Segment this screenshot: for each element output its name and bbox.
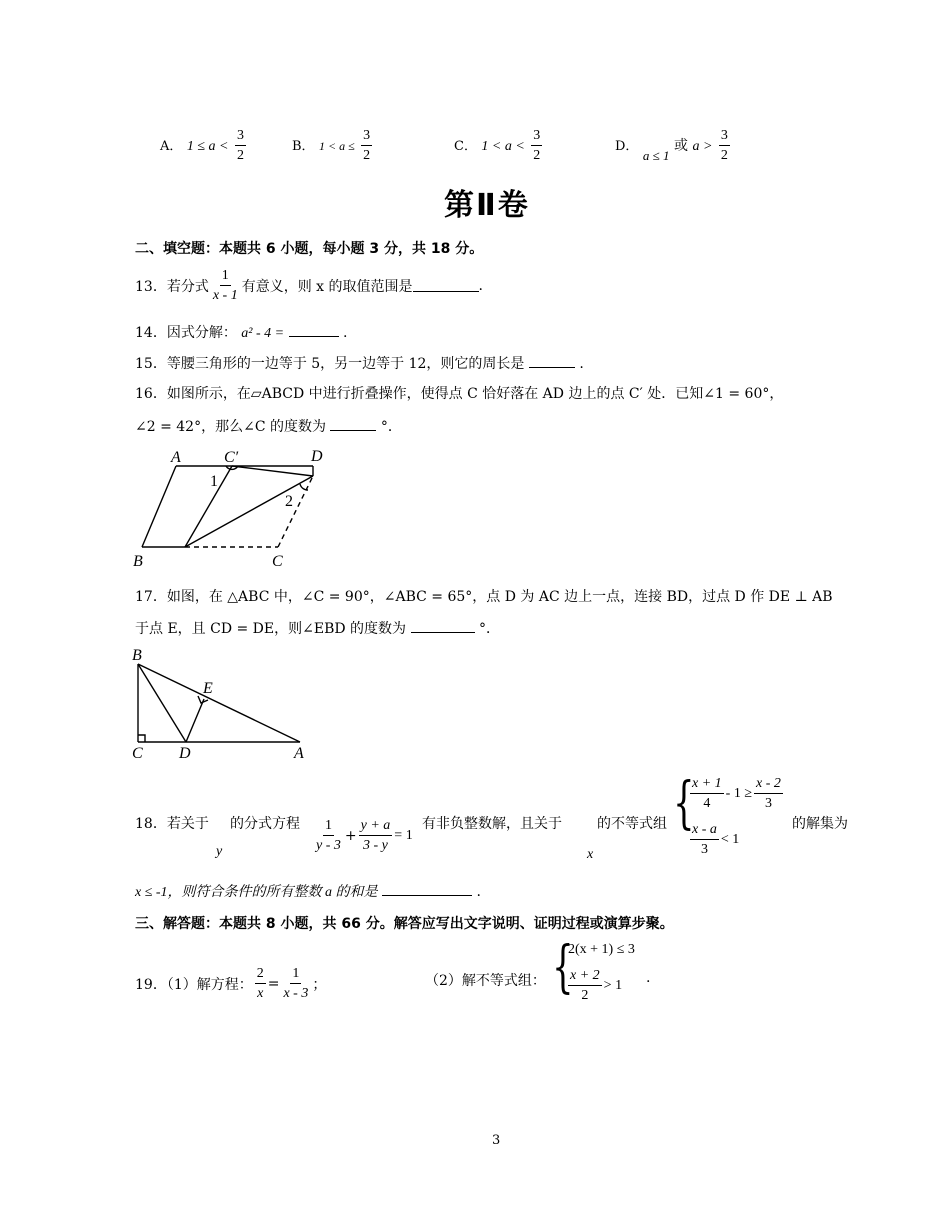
q18-ineq1	[688, 776, 785, 812]
q19-p1-frac2: $\frac{1}{x - 3}$	[283, 966, 309, 1002]
q19-p2-line2	[566, 968, 622, 1004]
q19-p2-line1: 2(x + 1) ≤ 3	[568, 942, 635, 957]
q19-p2-label: （2）解不等式组：	[425, 973, 546, 989]
edge-fold-cprime	[185, 466, 232, 547]
q13-suffix: 有意义，则 x 的取值范围是	[241, 278, 413, 295]
q19-p1-label: 19．（1）解方程：	[135, 976, 253, 993]
q18-part2: 的分式方程	[230, 816, 300, 832]
q19-part1	[135, 966, 326, 1002]
section2-heading: 二、填空题：本题共 6 小题，每小题 3 分，共 18 分。	[135, 241, 484, 257]
q16-line1: 16．如图所示，在▱ABCD 中进行折叠操作，使得点 C 恰好落在 AD 边上的点 C′ 处．已知∠1 = 60°，	[135, 386, 784, 402]
option-b-letter: B．	[292, 138, 315, 154]
q17-line2-text: 于点 E，且 CD = DE，则∠EBD 的度数为	[135, 621, 407, 637]
q18-answer-blank[interactable]	[382, 883, 472, 896]
option-d-frac: $\frac{3}{2}$	[720, 128, 728, 164]
option-d	[615, 128, 732, 164]
q14-expr: a² - 4 =	[241, 326, 285, 341]
fig16-label-b: B	[133, 553, 143, 570]
fig16-label-d: D	[311, 448, 323, 465]
q18-ineq2-frac: $\frac{x - a}{3}$	[692, 822, 717, 858]
q18-var-x: x	[587, 847, 594, 862]
option-a-frac: $\frac{3}{2}$	[236, 128, 244, 164]
q17-line2-end: °．	[478, 621, 500, 637]
q18-line2-text: x ≤ -1，则符合条件的所有整数 a 的和是	[135, 885, 378, 900]
volume-title: 第Ⅱ卷	[444, 188, 530, 223]
option-c-letter: C．	[454, 138, 477, 154]
option-c-frac: $\frac{3}{2}$	[533, 128, 541, 164]
option-d-joiner: 或	[673, 137, 688, 154]
q18-var-y: y	[216, 844, 223, 859]
q18-plus: +	[344, 827, 357, 844]
q14-answer-blank[interactable]	[289, 324, 339, 337]
edge-cd-dashed	[278, 476, 313, 547]
question-15	[135, 353, 584, 373]
fig17-label-a: A	[294, 745, 304, 762]
fig17-label-c: C	[132, 745, 143, 762]
edge-de	[186, 699, 204, 742]
q18-part5: 的解集为	[792, 816, 848, 832]
fig16-label-2: 2	[285, 493, 293, 510]
q18-part4: 的不等式组	[597, 816, 667, 832]
q18-rhs: = 1	[394, 827, 413, 843]
q18-line2	[135, 881, 481, 901]
edge-cprime-fold	[232, 466, 313, 476]
section3-heading: 三、解答题：本题共 8 小题，共 66 分。解答应写出文字说明、证明过程或演算步聚。	[135, 916, 674, 932]
option-a-letter: A．	[160, 138, 183, 154]
q14-end: .	[343, 325, 348, 341]
q16-answer-blank[interactable]	[330, 418, 376, 431]
q13-prefix: 13．若分式	[135, 278, 209, 295]
q18-ineq2-rhs: < 1	[720, 831, 740, 847]
q17-figure	[128, 644, 318, 764]
q16-figure	[128, 444, 343, 572]
q19-brace: {	[552, 935, 574, 1000]
fig16-label-c: C	[272, 553, 283, 570]
option-b	[292, 128, 374, 164]
q13-fraction: $\frac{1}{x - 1}$	[212, 268, 238, 304]
q16-line2-end: °．	[380, 419, 402, 435]
q19-p1-end: ；	[312, 976, 327, 993]
option-b-frac: $\frac{3}{2}$	[363, 128, 371, 164]
q18-ineq1-rfrac: $\frac{x - 2}{3}$	[756, 776, 781, 812]
q19-p1-frac1: $\frac{2}{x}$	[256, 966, 264, 1002]
q18-part3: 有非负整数解，且关于	[422, 816, 562, 832]
option-d-expr: a ≤ 1	[642, 147, 670, 163]
option-c	[454, 128, 544, 164]
right-angle-c	[138, 735, 145, 742]
q18-ineq1-frac: $\frac{x + 1}{4}$	[692, 776, 722, 812]
page-number: 3	[492, 1133, 501, 1148]
q19-p2-frac: $\frac{x + 2}{2}$	[570, 968, 600, 1004]
option-a	[160, 128, 248, 164]
edge-ab	[142, 466, 176, 547]
q19-p2-rhs: > 1	[603, 977, 623, 993]
fig17-label-d: D	[179, 745, 191, 762]
question-14	[135, 322, 347, 342]
option-d-letter: D．	[615, 138, 639, 154]
edge-fold-line	[185, 476, 313, 547]
q15-text: 15．等腰三角形的一边等于 5，另一边等于 12，则它的周长是	[135, 356, 525, 372]
q18-ineq2	[688, 822, 739, 858]
fig16-label-1: 1	[210, 473, 218, 490]
q13-answer-blank[interactable]	[413, 279, 479, 292]
q18-ineq1-mid: - 1 ≥	[725, 785, 753, 801]
option-c-expr: 1 < a <	[481, 138, 525, 154]
q18-part1: 18．若关于	[135, 816, 209, 832]
option-b-expr: 1 < a ≤	[319, 138, 355, 153]
q19-p1-eq: =	[267, 975, 280, 992]
q15-end: .	[579, 356, 584, 372]
q17-line1: 17．如图，在 △ABC 中，∠C = 90°，∠ABC = 65°，点 D 为 AC 边上一点，连接 BD，过点 D 作 DE ⊥ AB	[135, 589, 833, 605]
q17-line2	[135, 618, 500, 638]
question-13	[135, 268, 483, 304]
option-d-expr-mid: a >	[692, 138, 713, 154]
q17-answer-blank[interactable]	[411, 620, 475, 633]
fig17-label-b: B	[132, 647, 142, 664]
fig16-label-cprime: C′	[224, 449, 239, 466]
fig16-label-a: A	[171, 449, 181, 466]
option-a-expr: 1 ≤ a <	[186, 138, 229, 154]
q18-frac1: $\frac{1}{y - 3}$	[316, 818, 341, 854]
q18-frac2: $\frac{y + a}{3 - y}$	[360, 818, 391, 854]
q18-line2-end: .	[476, 884, 481, 900]
q18-brace: {	[673, 771, 695, 836]
fig17-label-e: E	[203, 680, 213, 697]
q16-line2-text: ∠2 = 42°，那么∠C 的度数为	[135, 419, 326, 435]
q14-prefix: 14．因式分解：	[135, 325, 237, 341]
q16-line2	[135, 416, 402, 436]
q15-answer-blank[interactable]	[529, 355, 575, 368]
q18-equation	[312, 818, 413, 854]
q13-end: .	[478, 277, 483, 294]
q19-p2-end: .	[646, 970, 651, 986]
